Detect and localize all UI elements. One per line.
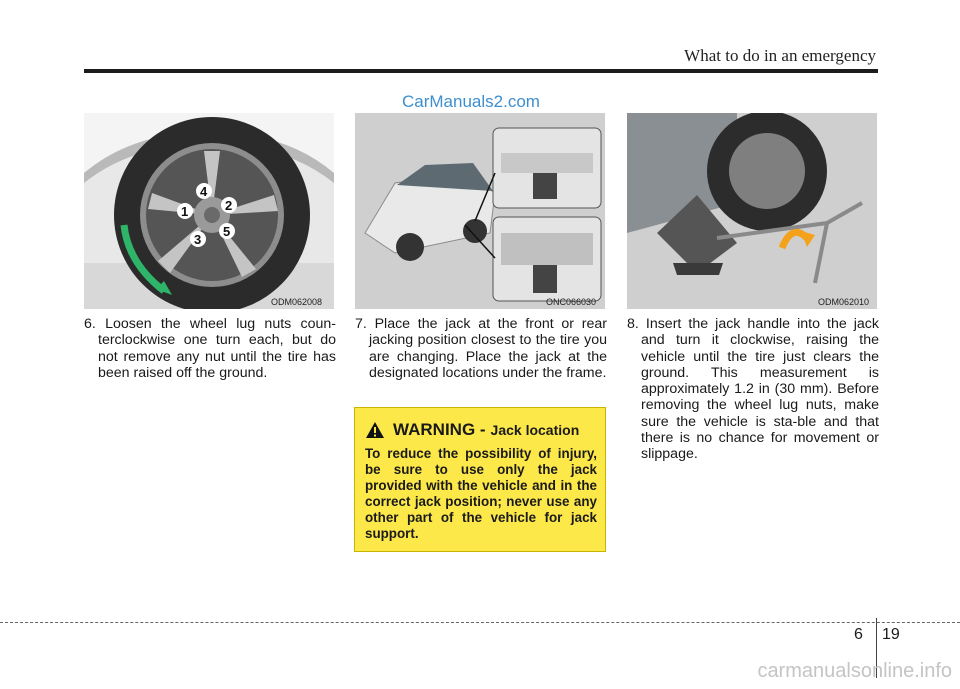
- figure-code-1: ODM062008: [271, 297, 323, 307]
- watermark-top: CarManuals2.com: [402, 92, 540, 111]
- page-number: 19: [882, 626, 900, 643]
- step-6: [84, 316, 336, 381]
- warning-header: [365, 416, 597, 444]
- lug-label-1: 1: [181, 204, 189, 219]
- warning-box: [354, 407, 606, 552]
- step-8: [627, 316, 879, 463]
- step-7: [355, 316, 607, 381]
- wheel-lug-nut-figure: [84, 113, 334, 309]
- lug-label-2: 2: [225, 198, 233, 213]
- watermark-bottom: carmanualsonline.info: [757, 660, 952, 682]
- step-8-text: 8. Insert the jack handle into the jack and turn it clockwise, raising the vehicle until the tire just clears the ground. This measurement is approximately 1.2 in (30 mm). Before removing the wheel lug nuts, make sure the vehicle is sta-ble and that there is no chance for movement or slippage.: [627, 316, 879, 463]
- chapter-number: 6: [854, 626, 863, 643]
- step-6-text: 6. Loosen the wheel lug nuts coun-terclockwise one turn each, but do not remove any nut until the tire has been raised off the ground.: [84, 316, 336, 381]
- footer-rule: [0, 622, 960, 623]
- warning-body: To reduce the possibility of injury, be sure to use only the jack provided with the vehicle and in the correct jack position; never use any other part of the vehicle for jack support.: [365, 446, 597, 541]
- section-title: What to do in an emergency: [684, 46, 876, 65]
- header-rule: [84, 69, 878, 73]
- jack-position-figure: [355, 113, 605, 309]
- lug-label-5: 5: [223, 224, 231, 239]
- step-7-text: 7. Place the jack at the front or rear jacking position closest to the tire you are changing. Place the jack at the designated locations under the frame.: [355, 316, 607, 381]
- figure-code-2: ONC066030: [546, 297, 597, 307]
- figure-code-3: ODM062010: [818, 297, 870, 307]
- lug-label-3: 3: [194, 232, 202, 247]
- warning-title: WARNING -: [393, 420, 486, 439]
- warning-subtitle: Jack location: [490, 422, 580, 438]
- jack-handle-figure: [627, 113, 877, 309]
- lug-label-4: 4: [200, 184, 208, 199]
- warning-triangle-icon: [365, 421, 385, 439]
